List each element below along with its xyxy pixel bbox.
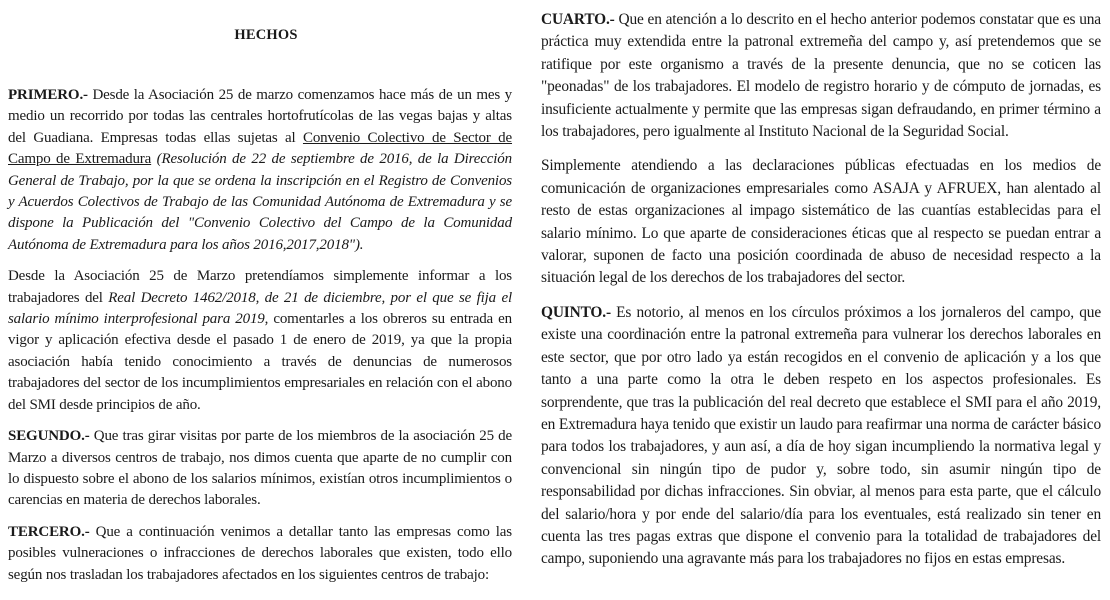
paragraph-simplemente [541, 155, 1101, 289]
paragraph-segundo [8, 426, 512, 512]
paragraph-text: Desde la Asociación 25 de marzo comenzamos hace más de un mes y medio un recorrido por todas las centrales hortofrutícolas de las vegas bajas y altas del Guadiana. Empresas todas ellas sujetas al [8, 87, 512, 146]
paragraph-text: , comentarles a los obreros su entrada en vigor y aplicación efectiva desde el pasado 1 de enero de 2019, ya que la propia asociación había tenido conocimiento a través de denuncias de numerosos trabajadores del sector de los incumplimientos empresariales en relación con el abono del SMI desde principios de año. [8, 311, 512, 413]
paragraph-cuarto [541, 9, 1101, 143]
right-column [539, 0, 1107, 571]
section-heading: HECHOS [234, 27, 298, 43]
paragraph-text: Que en atención a lo descrito en el hecho anterior podemos constatar que es una práctica muy extendida entre la patronal extremeña del campo y, así pretendemos que se ratifique por este organismo a través de la presente denuncia, que no se coticen las "peonadas" de los trabajadores. El modelo de registro horario y de cómputo de jornadas, es insuficiente actualmente y permite que las empresas sigan defraudando, en primer término a los trabajadores, pero igualmente al Instituto Nacional de la Seguridad Social. [541, 11, 1101, 141]
paragraph-primero [8, 85, 512, 256]
paragraph-tercero [8, 522, 512, 586]
paragraph-text: Que a continuación venimos a detallar tanto las empresas como las posibles vulneraciones o infracciones de derechos laborales que existen, todo ello según nos trasladan los trabajadores afectados en los siguientes centros de trabajo: [8, 523, 512, 583]
paragraph-label: PRIMERO.- [8, 87, 88, 103]
paragraph-text: Simplemente atendiendo a las declaraciones públicas efectuadas en los medios de comunicación de organizaciones empresariales como ASAJA y AFRUEX, han alentado al resto de estas organizaciones al impago sistemático de las cuantías establecidas para el salario mínimo. Lo que aparte de consideraciones éticas que al respecto se puedan entrar a valorar, suponen de facto una posición coordinada de abuso de necesidad respecto a la situación legal de los derechos de los trabajadores del sector. [541, 157, 1101, 287]
convenio-reference: Convenio Colectivo de Sector de Campo de Extremadura [8, 129, 513, 168]
paragraph-text: Desde la Asociación 25 de Marzo pretendíamos simplemente informar a los trabajadores del [8, 268, 512, 306]
paragraph-asociacion [8, 266, 512, 416]
paragraph-label: SEGUNDO.- [8, 428, 90, 445]
paragraph-label: CUARTO.- [541, 11, 615, 28]
paragraph-quinto [541, 302, 1101, 571]
resolution-citation: (Resolución de 22 de septiembre de 2016, de la Dirección General de Trabajo, por la que se ordena la inscripción en el Registro de Convenios y Acuerdos Colectivos de Trabajo de las Comunidad Autónoma de Extremadura y se dispone la Publicación del "Convenio Colectivo del Campo de la Comunidad Autónoma de Extremadura para los años 2016,2017,2018"). [8, 151, 512, 253]
left-column [0, 0, 524, 586]
paragraph-text: Es notorio, al menos en los círculos próximos a los jornaleros del campo, que existe una coordinación entre la patronal extremeña para vulnerar los derechos laborales en este sector, que por otro lado ya están recogidos en el convenio de aplicación y a los que tanto a una parte como la otra le deben respeto en los aspectos profesionales. Es sorprendente, que tras la publicación del real decreto que establece el SMI para el año 2019, en Extremadura haya tenido que existir un laudo para reafirmar una norma de carácter básico para todos los trabajadores, y aun así, a día de hoy sigan incumpliendo la normativa legal y convencional sin ningún tipo de pudor y, sobre todo, sin asumir ningún tipo de responsabilidad por dichas infracciones. Sin obviar, al menos para esta parte, que el cálculo del salario/hora y por ende del salario/día para los eventuales, está realizado sin tener en cuenta las tres pagas extras que dispone el convenio para la totalidad de trabajadores del campo, suponiendo una agravante más para los trabajadores no fijos en estas empresas. [541, 303, 1101, 568]
paragraph-label: QUINTO.- [541, 303, 611, 321]
paragraph-label: TERCERO.- [8, 523, 90, 540]
paragraph-text: Que tras girar visitas por parte de los miembros de la asociación 25 de Marzo a diversos centros de trabajo, nos dimos cuenta que aparte de no cumplir con lo dispuesto sobre el abono de los salarios mínimos, existían otros incumplimientos o carencias en materia de derechos laborales. [8, 428, 512, 509]
decree-citation: Real Decreto 1462/2018, de 21 de diciembre, por el que se fija el salario mínimo interprofesional para 2019 [8, 289, 512, 328]
